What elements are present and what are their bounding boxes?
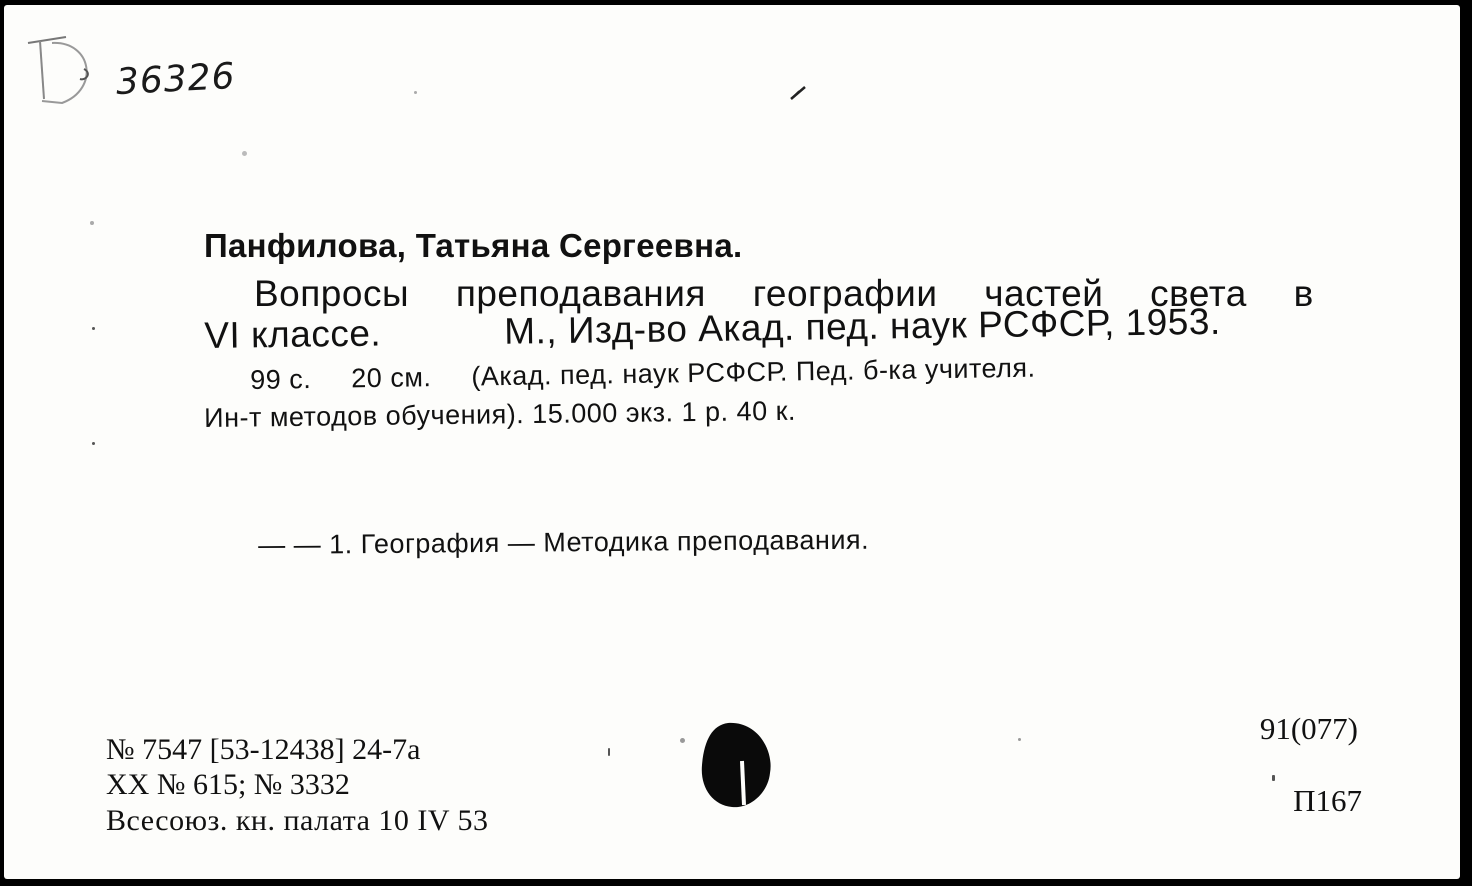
book-size: 20 см. — [351, 362, 432, 394]
handwritten-catalog-number: 36326 — [115, 55, 237, 104]
book-title-line-1: Вопросы преподавания географии частей света в — [254, 273, 1314, 314]
registration-number: № 7547 [53-12438] 24-7а — [106, 733, 421, 766]
punch-hole — [698, 721, 774, 809]
paper-speck — [90, 221, 94, 225]
scan-border-right — [1460, 0, 1472, 886]
series-note-continued: Ин-т методов обучения). 15.000 экз. 1 р. 40 к. — [204, 395, 797, 433]
paper-speck — [1272, 775, 1275, 781]
page-count: 99 с. — [250, 364, 312, 395]
paper-speck — [242, 151, 247, 156]
classification-code: 91(077) — [1259, 711, 1358, 746]
scan-border-bottom — [0, 879, 1472, 886]
chamber-imprint: Всесоюз. кн. палата 10 IV 53 — [106, 804, 489, 837]
author-heading: Панфилова, Татьяна Сергеевна. — [204, 227, 743, 264]
subject-heading: — — 1. География — Методика преподавания. — [258, 524, 870, 560]
paper-speck — [92, 442, 95, 445]
paper-speck — [1018, 738, 1021, 741]
physical-description-line — [250, 353, 1036, 396]
paper-speck — [414, 91, 417, 94]
cutter-number: П167 — [1293, 783, 1362, 818]
pencil-mark — [789, 85, 809, 101]
series-note: (Акад. пед. наук РСФСР. Пед. б-ка учителя. — [471, 352, 1036, 392]
publication-info: М., Изд-во Акад. пед. наук РСФСР, 1953. — [503, 300, 1221, 352]
paper-speck — [608, 748, 610, 756]
registry-reference: XX № 615; № 3332 — [106, 768, 350, 801]
book-title-end: VI классе. — [204, 312, 382, 356]
library-stamp-mark — [22, 29, 102, 109]
paper-speck — [92, 327, 95, 330]
paper-speck — [680, 738, 685, 743]
catalog-card — [4, 5, 1460, 879]
